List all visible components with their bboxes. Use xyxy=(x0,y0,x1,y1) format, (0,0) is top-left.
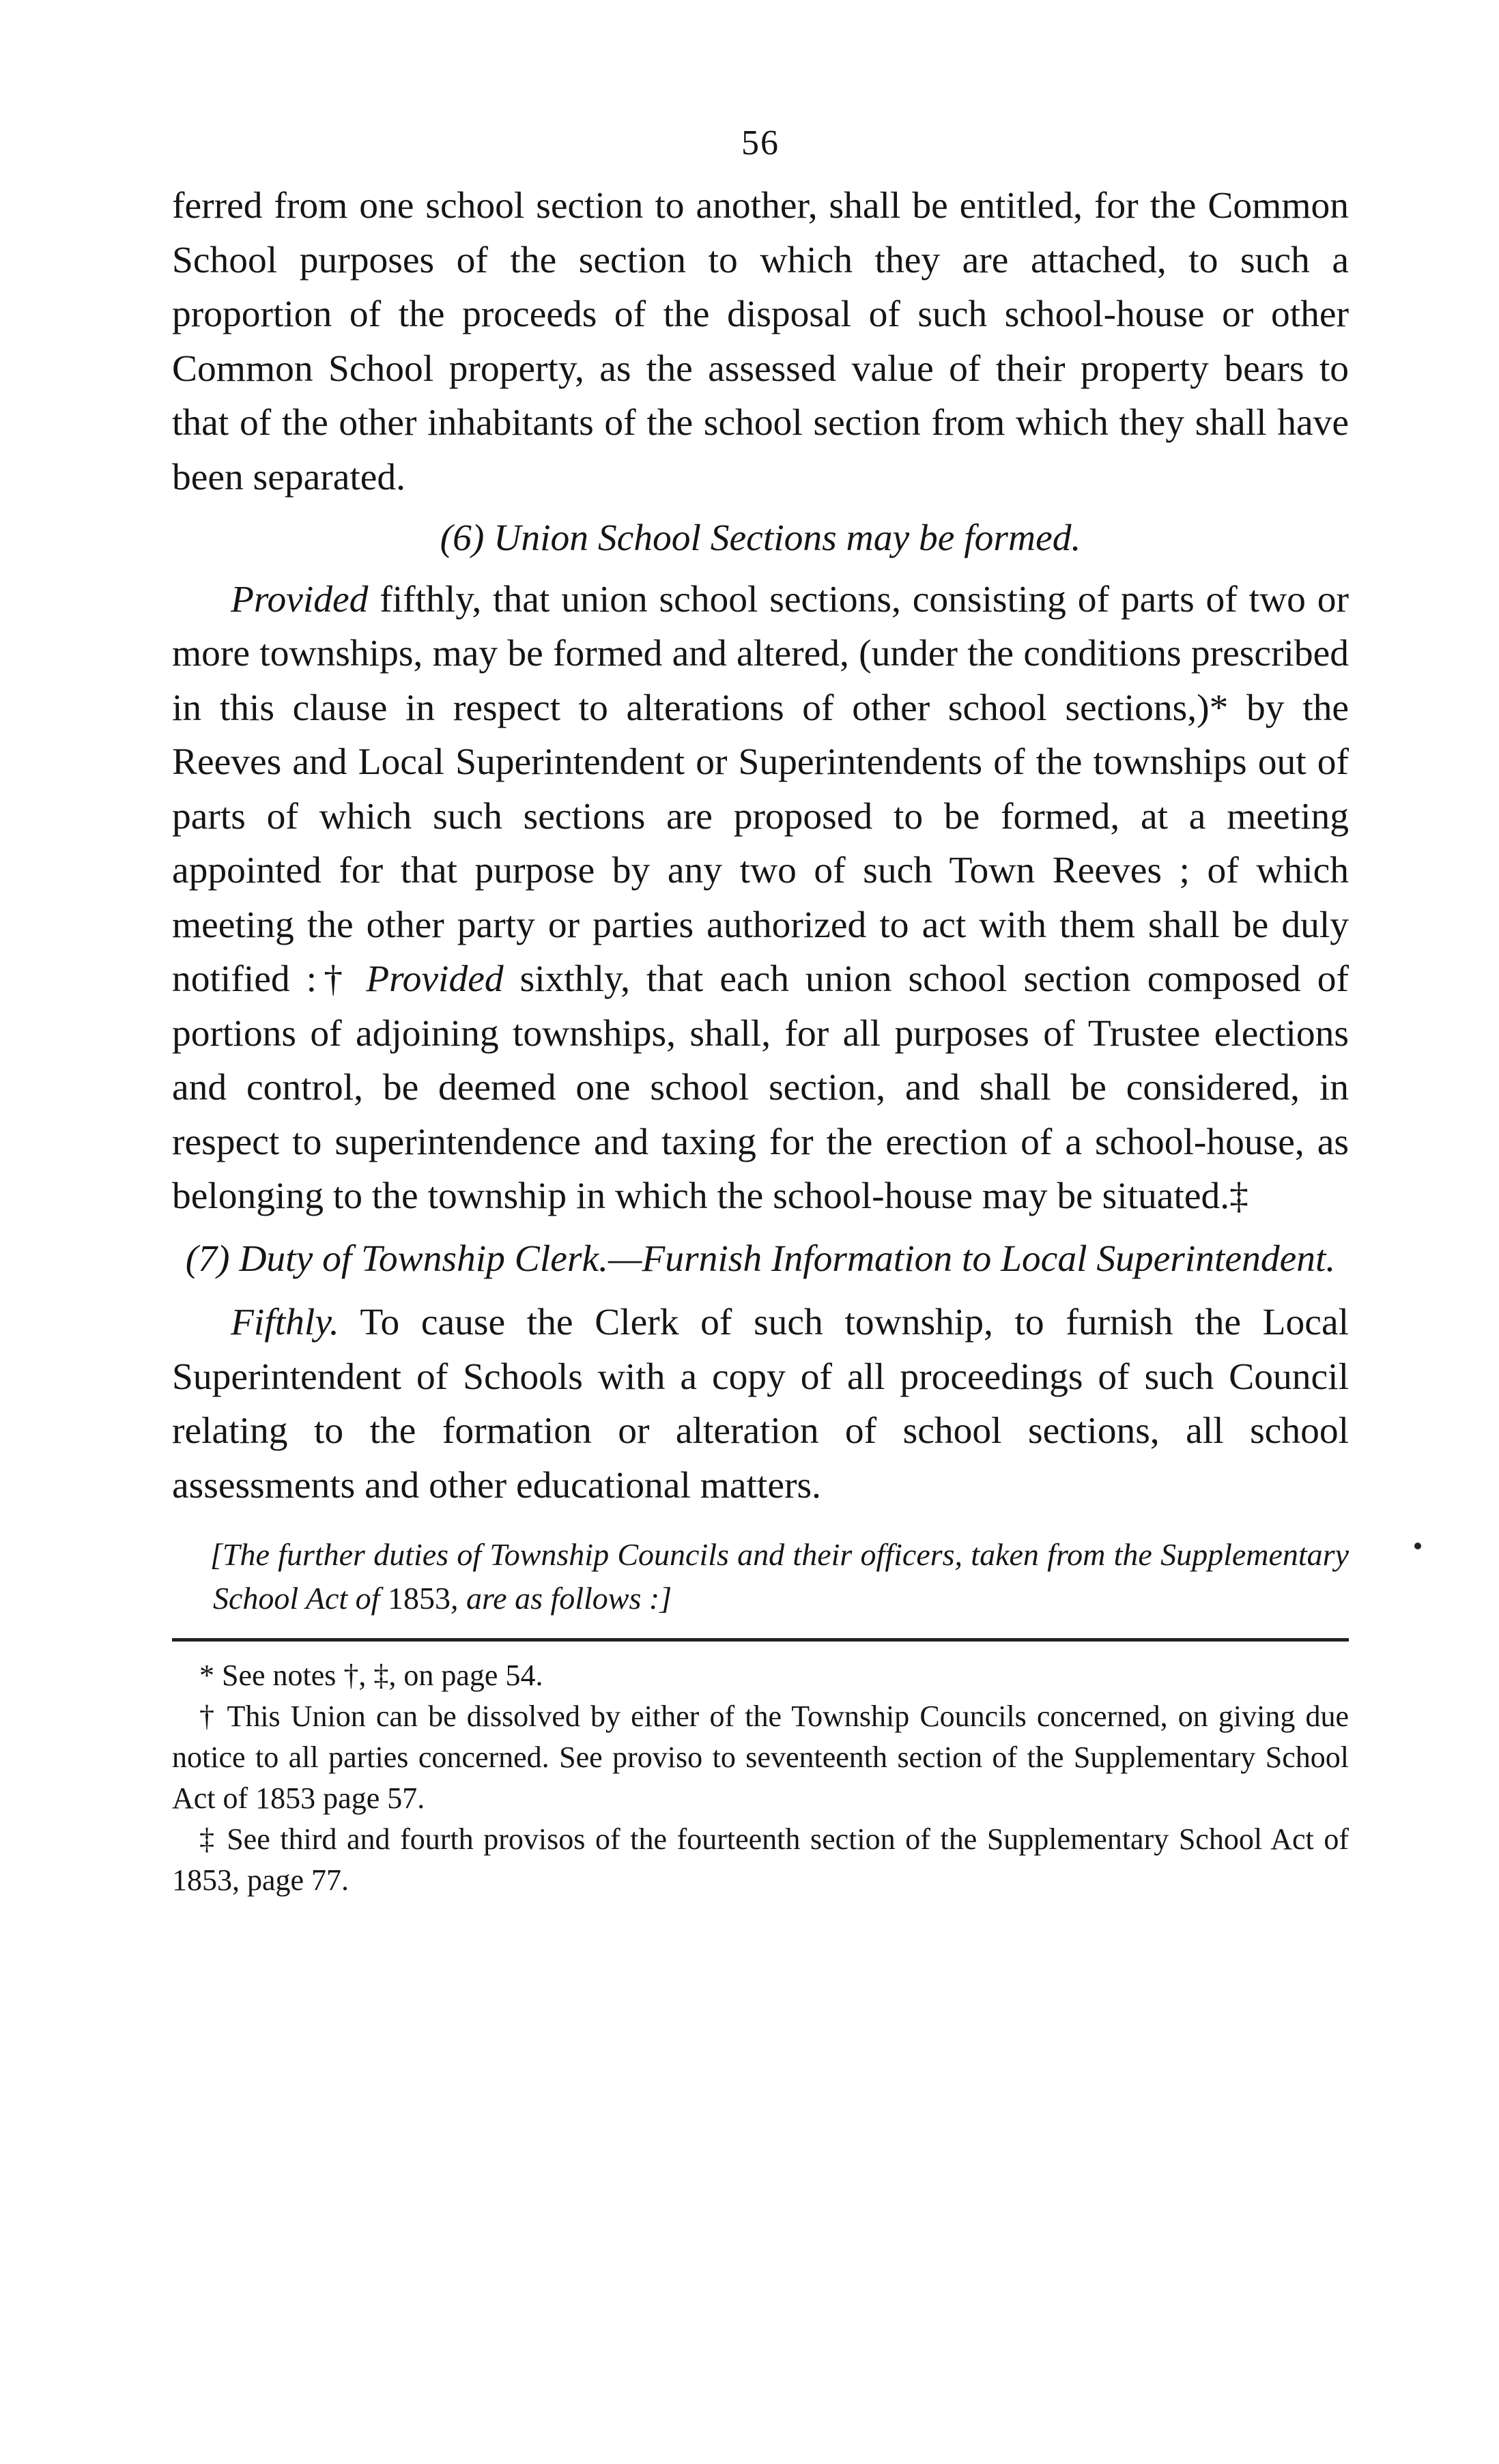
footnote-dagger: † This Union can be dissolved by either of the Township Councils concerned, on giving due notice to all parties concerned. See proviso to seventeenth section of the Supplementary School Act of 1853 page 57. xyxy=(172,1700,1349,1815)
heading-union-school-sections xyxy=(172,511,1349,566)
page-number: 56 xyxy=(741,124,780,162)
heading-township-clerk xyxy=(172,1232,1349,1287)
bracket-note-text-a: [The further duties of Township Councils and their officers, taken from the Supplementary School Act of xyxy=(210,1537,1349,1616)
paragraph-union-sections xyxy=(172,573,1349,1224)
paragraph-clerk-duty xyxy=(172,1295,1349,1513)
heading-union-text: (6) Union School Sections may be formed. xyxy=(440,517,1081,559)
paragraph-union-text-b: sixthly, that each union school section composed of portions of adjoining townships, shall, for all purposes of Trustee elections and control, be deemed one school section, and shall be considered, in respect to superintendence and taxing for the erection of a school-house, as belonging to the township in which the school-house may be situated.‡ xyxy=(172,958,1349,1217)
paragraph-transfer-proceeds: ferred from one school section to another, shall be entitled, for the Common School purposes of the section to which they are attached, to such a proportion of the proceeds of the disposal of such school-house or other Common School property, as the assessed value of their property bears to that of the other inhabitants of the school section from which they shall have been separated. xyxy=(172,185,1349,498)
provided-fifthly-lead: Provided xyxy=(231,578,369,620)
book-page xyxy=(172,123,1349,2409)
bracket-note xyxy=(172,1533,1349,1620)
bracket-note-text-b: , are as follows :] xyxy=(450,1581,672,1616)
footnote-asterisk: * See notes †, ‡, on page 54. xyxy=(199,1659,543,1692)
ink-speck xyxy=(1414,1543,1421,1549)
bracket-note-year: 1853 xyxy=(387,1581,451,1616)
paragraph-clerk-text: To cause the Clerk of such township, to furnish the Local Superintendent of Schools with a copy of all proceedings of such Council relating to the formation or alteration of school sections, all school assessments and other educational matters. xyxy=(172,1302,1349,1506)
provided-sixthly-lead: Provided xyxy=(366,958,504,1000)
paragraph-union-text-a: fifthly, that union school sections, consisting of parts of two or more townships, may be formed and altered, (under the conditions prescribed in this clause in respect to alterations of other school sections,)* by the Reeves and Local Superintendent or Superintendents of the townships out of parts of which such sections are proposed to be formed, at a meeting appointed for that purpose by any two of such Town Reeves ; of which meeting the other party or parties authorized to act with them shall be duly notified :† xyxy=(172,578,1349,1000)
footnote-divider xyxy=(172,1638,1349,1642)
footnote-double-dagger: ‡ See third and fourth provisos of the fourteenth section of the Supplementary School Act of 1853, page 77. xyxy=(172,1822,1349,1897)
fifthly-lead: Fifthly. xyxy=(231,1302,339,1343)
heading-clerk-text: (7) Duty of Township Clerk.—Furnish Information to Local Superintendent. xyxy=(185,1237,1336,1280)
